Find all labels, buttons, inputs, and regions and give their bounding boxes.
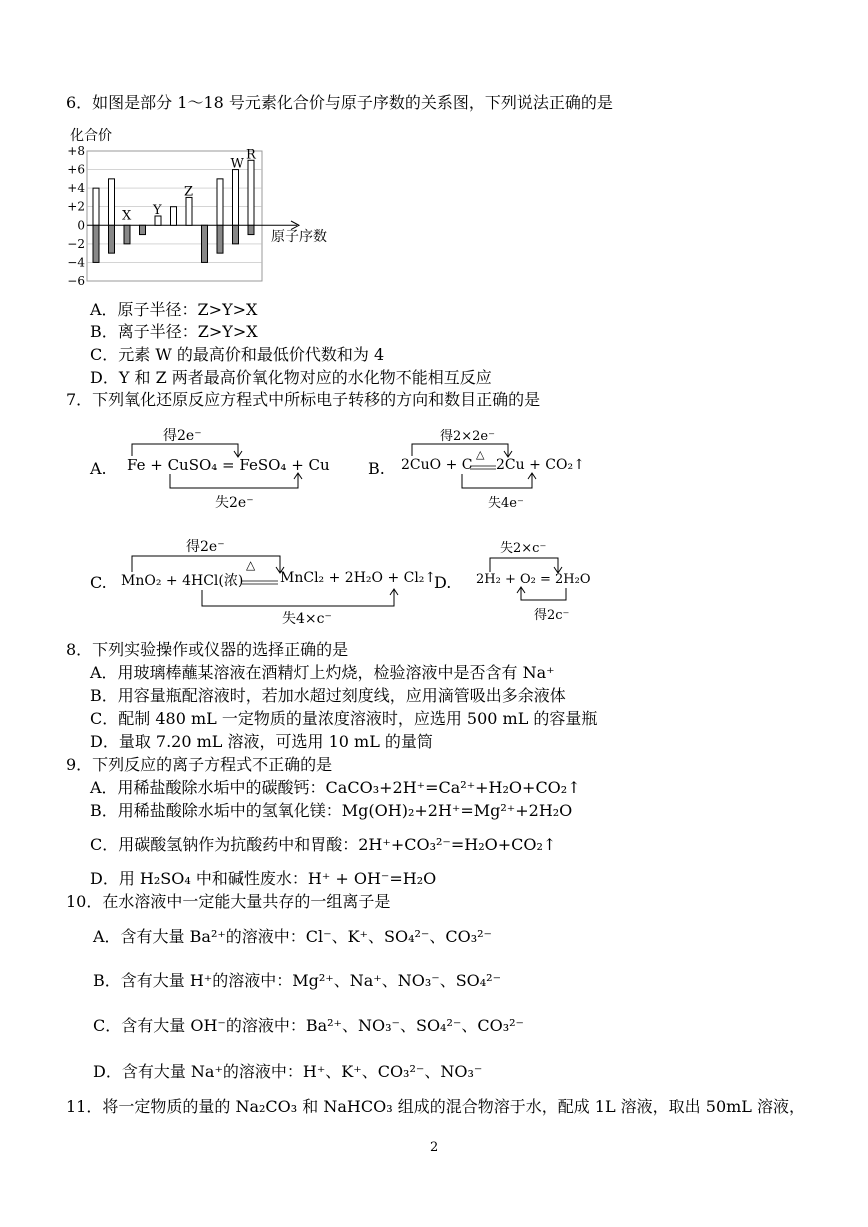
q7-c-top-label: 得2e⁻ xyxy=(186,539,225,555)
chart-tick-label: +4 xyxy=(67,181,85,196)
q7-b-equation-left: 2CuO + C xyxy=(401,457,473,473)
chart-point-label: W xyxy=(230,156,244,172)
q10-stem: 10．在水溶液中一定能大量共存的一组离子是 xyxy=(66,892,391,911)
q9-option-c: C．用碳酸氢钠作为抗酸药中和胃酸：2H⁺+CO₃²⁻=H₂O+CO₂↑ xyxy=(90,835,557,854)
chart-bar-positive xyxy=(109,179,115,225)
chart-point-label: Y xyxy=(153,203,162,218)
q9-option-b: B．用稀盐酸除水垢中的氢氧化镁：Mg(OH)₂+2H⁺=Mg²⁺+2H₂O xyxy=(90,801,573,820)
q7-a-label: A. xyxy=(90,459,107,478)
chart-bar-negative xyxy=(217,225,223,253)
q9-option-a: A．用稀盐酸除水垢中的碳酸钙：CaCO₃+2H⁺=Ca²⁺+H₂O+CO₂↑ xyxy=(90,778,581,797)
q7-b-bottom-label: 失4e⁻ xyxy=(488,496,524,511)
chart-bar-negative xyxy=(233,225,239,244)
q7-d-bottom-label: 得2c⁻ xyxy=(534,608,570,623)
chart-bar-positive xyxy=(248,160,254,225)
q10-option-d: D．含有大量 Na⁺的溶液中：H⁺、K⁺、CO₃²⁻、NO₃⁻ xyxy=(93,1062,483,1081)
q6-option-d: D．Y 和 Z 两者最高价氧化物对应的水化物不能相互反应 xyxy=(90,368,492,387)
chart-bar-negative xyxy=(202,225,208,262)
chart-bar-negative xyxy=(124,225,130,244)
chart-point-label: Z xyxy=(184,184,194,200)
q7-c-label: C. xyxy=(90,573,107,592)
q8-option-a: A．用玻璃棒蘸某溶液在酒精灯上灼烧，检验溶液中是否含有 Na⁺ xyxy=(90,663,555,682)
q6-stem: 6．如图是部分 1～18 号元素化合价与原子序数的关系图，下列说法正确的是 xyxy=(66,93,613,112)
chart-tick-label: 0 xyxy=(77,218,85,233)
page-number: 2 xyxy=(430,1140,439,1155)
q9-stem: 9．下列反应的离子方程式不正确的是 xyxy=(66,755,333,774)
q8-option-c: C．配制 480 mL 一定物质的量浓度溶液时，应选用 500 mL 的容量瓶 xyxy=(90,709,598,728)
q11-stem: 11．将一定物质的量的 Na₂CO₃ 和 NaHCO₃ 组成的混合物溶于水，配成 1L 溶液，取出 50mL 溶液， xyxy=(66,1097,806,1116)
chart-tick-label: +8 xyxy=(67,144,85,158)
q7-d-label: D. xyxy=(434,573,452,592)
q6-option-c: C．元素 W 的最高价和最低价代数和为 4 xyxy=(90,345,385,364)
q7-c-delta: △ xyxy=(246,558,256,572)
chart-bar-positive xyxy=(171,207,177,226)
chart-tick-label: −6 xyxy=(67,274,85,286)
chart-ylabel: 化合价 xyxy=(70,128,112,144)
q8-stem: 8．下列实验操作或仪器的选择正确的是 xyxy=(66,640,349,659)
chart-bar-positive xyxy=(186,197,192,225)
chart-bar-negative xyxy=(248,225,254,234)
q7-c-bottom-label: 失4×c⁻ xyxy=(282,611,332,627)
chart-tick-label: +6 xyxy=(67,162,85,177)
q10-option-b: B．含有大量 H⁺的溶液中：Mg²⁺、Na⁺、NO₃⁻、SO₄²⁻ xyxy=(93,971,502,990)
chart-point-label: X xyxy=(122,208,132,224)
chart-bar-positive xyxy=(233,170,239,226)
valence-chart xyxy=(62,124,342,286)
q7-b-equation-right: 2Cu + CO₂↑ xyxy=(496,457,585,473)
q7-b-delta: △ xyxy=(476,448,485,461)
q6-option-b: B．离子半径：Z>Y>X xyxy=(90,322,258,341)
chart-bar-positive xyxy=(93,188,99,225)
q7-b-label: B. xyxy=(368,459,385,478)
chart-bar-negative xyxy=(109,225,115,253)
chart-tick-label: +2 xyxy=(67,199,85,214)
q7-a-bottom-label: 失2e⁻ xyxy=(215,495,254,511)
chart-bar-negative xyxy=(93,225,99,262)
chart-xlabel: 原子序数 xyxy=(271,229,327,245)
q7-b-top-label: 得2×2e⁻ xyxy=(440,429,495,444)
q7-d-top-label: 失2×c⁻ xyxy=(500,541,547,556)
chart-point-label: R xyxy=(246,147,256,163)
q7-c-equation-right: MnCl₂ + 2H₂O + Cl₂↑ xyxy=(280,570,437,586)
q7-a-equation: Fe + CuSO₄ = FeSO₄ + Cu xyxy=(127,456,330,474)
q10-option-a: A．含有大量 Ba²⁺的溶液中：Cl⁻、K⁺、SO₄²⁻、CO₃²⁻ xyxy=(93,927,492,946)
q9-option-d: D．用 H₂SO₄ 中和碱性废水：H⁺ + OH⁻=H₂O xyxy=(90,869,437,888)
chart-tick-label: −4 xyxy=(67,255,85,270)
chart-bar-negative xyxy=(140,225,146,234)
q10-option-c: C．含有大量 OH⁻的溶液中：Ba²⁺、NO₃⁻、SO₄²⁻、CO₃²⁻ xyxy=(93,1016,524,1035)
chart-tick-label: −2 xyxy=(67,236,85,251)
q7-d-equation: 2H₂ + O₂ = 2H₂O xyxy=(476,572,591,587)
q6-option-a: A．原子半径：Z>Y>X xyxy=(90,300,258,319)
q7-a-top-label: 得2e⁻ xyxy=(163,428,202,444)
q7-stem: 7．下列氧化还原反应方程式中所标电子转移的方向和数目正确的是 xyxy=(66,390,541,409)
q8-option-d: D．量取 7.20 mL 溶液，可选用 10 mL 的量筒 xyxy=(90,732,433,751)
q8-option-b: B．用容量瓶配溶液时，若加水超过刻度线，应用滴管吸出多余液体 xyxy=(90,686,566,705)
chart-bar-positive xyxy=(217,179,223,225)
q7-c-equation-left: MnO₂ + 4HCl(浓) xyxy=(121,573,244,589)
